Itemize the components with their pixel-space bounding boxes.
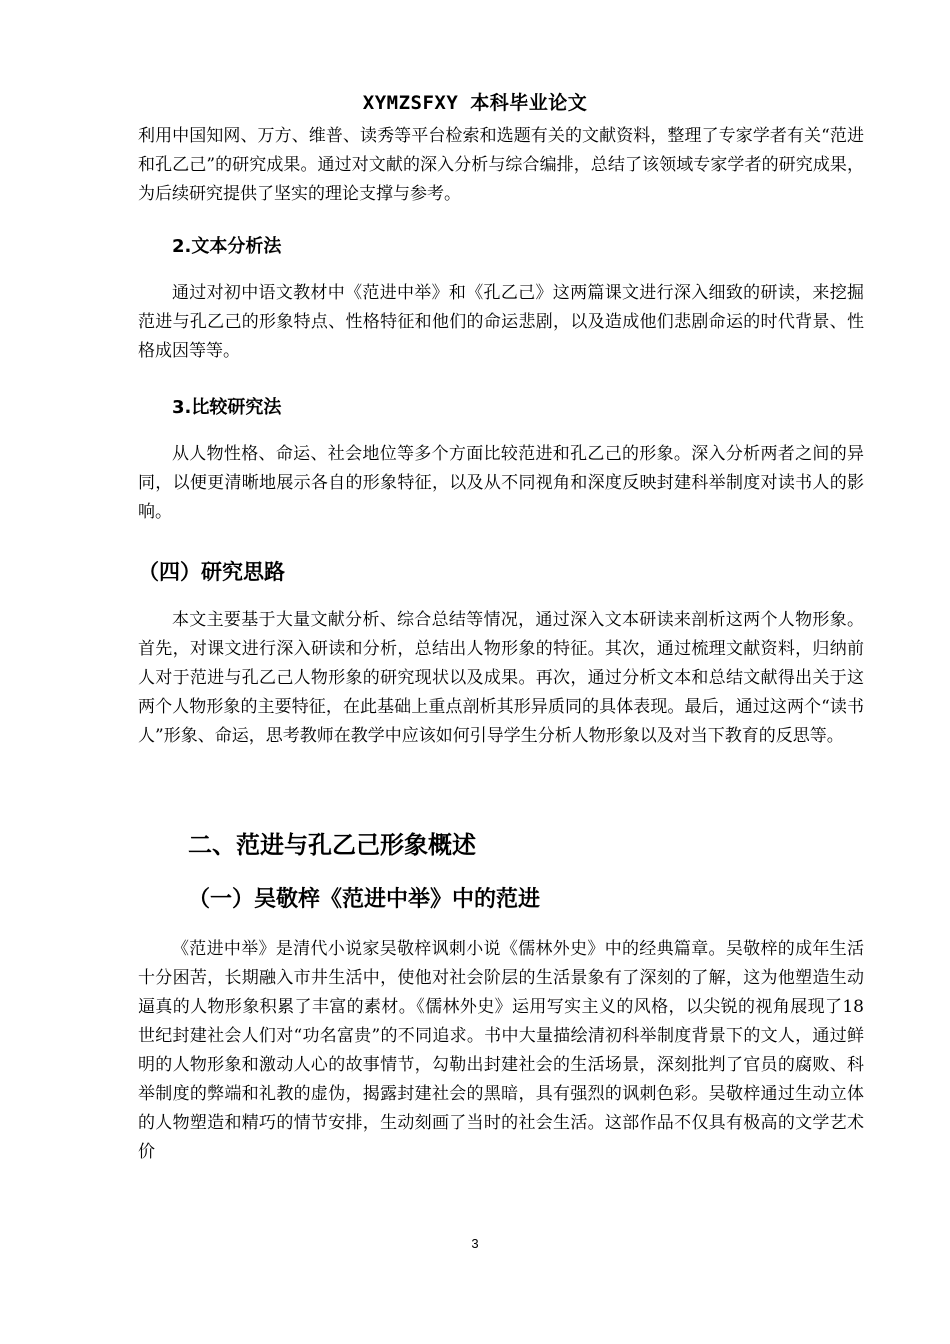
body-paragraph-text-analysis: 通过对初中语文教材中《范进中举》和《孔乙己》这两篇课文进行深入细致的研读，来挖掘范进与孔乙己的形象特点、性格特征和他们的命运悲剧，以及造成他们悲剧命运的时代背景、性格成因等等。 <box>138 283 864 361</box>
heading-text-analysis: 2.文本分析法 <box>172 236 282 257</box>
heading-research-idea: （四）研究思路 <box>138 560 285 584</box>
body-paragraph-comparison: 从人物性格、命运、社会地位等多个方面比较范进和孔乙己的形象。深入分析两者之间的异同，以便更清晰地展示各自的形象特征，以及从不同视角和深度反映封建科举制度对读书人的影响。 <box>138 444 864 522</box>
body-paragraph-literature: 利用中国知网、万方、维普、读秀等平台检索和选题有关的文献资料，整理了专家学者有关“范进和孔乙己”的研究成果。通过对文献的深入分析与综合编排，总结了该领域专家学者的研究成果，为后续研究提供了坚实的理论支撑与参考。 <box>138 126 864 204</box>
section-heading: （一）吴敬梓《范进中举》中的范进 <box>188 887 541 912</box>
page-number: 3 <box>471 1236 479 1251</box>
page-header: XYMZSFXY 本科毕业论文 <box>362 92 588 114</box>
heading-comparison: 3.比较研究法 <box>172 397 282 418</box>
chapter-heading: 二、范进与孔乙己形象概述 <box>188 831 476 859</box>
body-paragraph-research-idea: 本文主要基于大量文献分析、综合总结等情况，通过深入文本研读来剖析这两个人物形象。首先，对课文进行深入研读和分析，总结出人物形象的特征。其次，通过梳理文献资料，归纳前人对于范进与孔乙己人物形象的研究现状以及成果。再次，通过分析文本和总结文献得出关于这两个人物形象的主要特征，在此基础上重点剖析其形异质同的具体表现。最后，通过这两个“读书人”形象、命运，思考教师在教学中应该如何引导学生分析人物形象以及对当下教育的反思等。 <box>138 610 864 746</box>
body-paragraph-fanjin: 《范进中举》是清代小说家吴敬梓讽刺小说《儒林外史》中的经典篇章。吴敬梓的成年生活十分困苦，长期融入市井生活中，使他对社会阶层的生活景象有了深刻的了解，这为他塑造生动逼真的人物形象积累了丰富的素材。《儒林外史》运用写实主义的风格，以尖锐的视角展现了18世纪封建社会人们对“功名富贵”的不同追求。书中大量描绘清初科举制度背景下的文人，通过鲜明的人物形象和激动人心的故事情节，勾勒出封建社会的生活场景，深刻批判了官员的腐败、科举制度的弊端和礼教的虚伪，揭露封建社会的黑暗，具有强烈的讽刺色彩。吴敬梓通过生动立体的人物塑造和精巧的情节安排，生动刻画了当时的社会生活。这部作品不仅具有极高的文学艺术价 <box>138 939 864 1162</box>
